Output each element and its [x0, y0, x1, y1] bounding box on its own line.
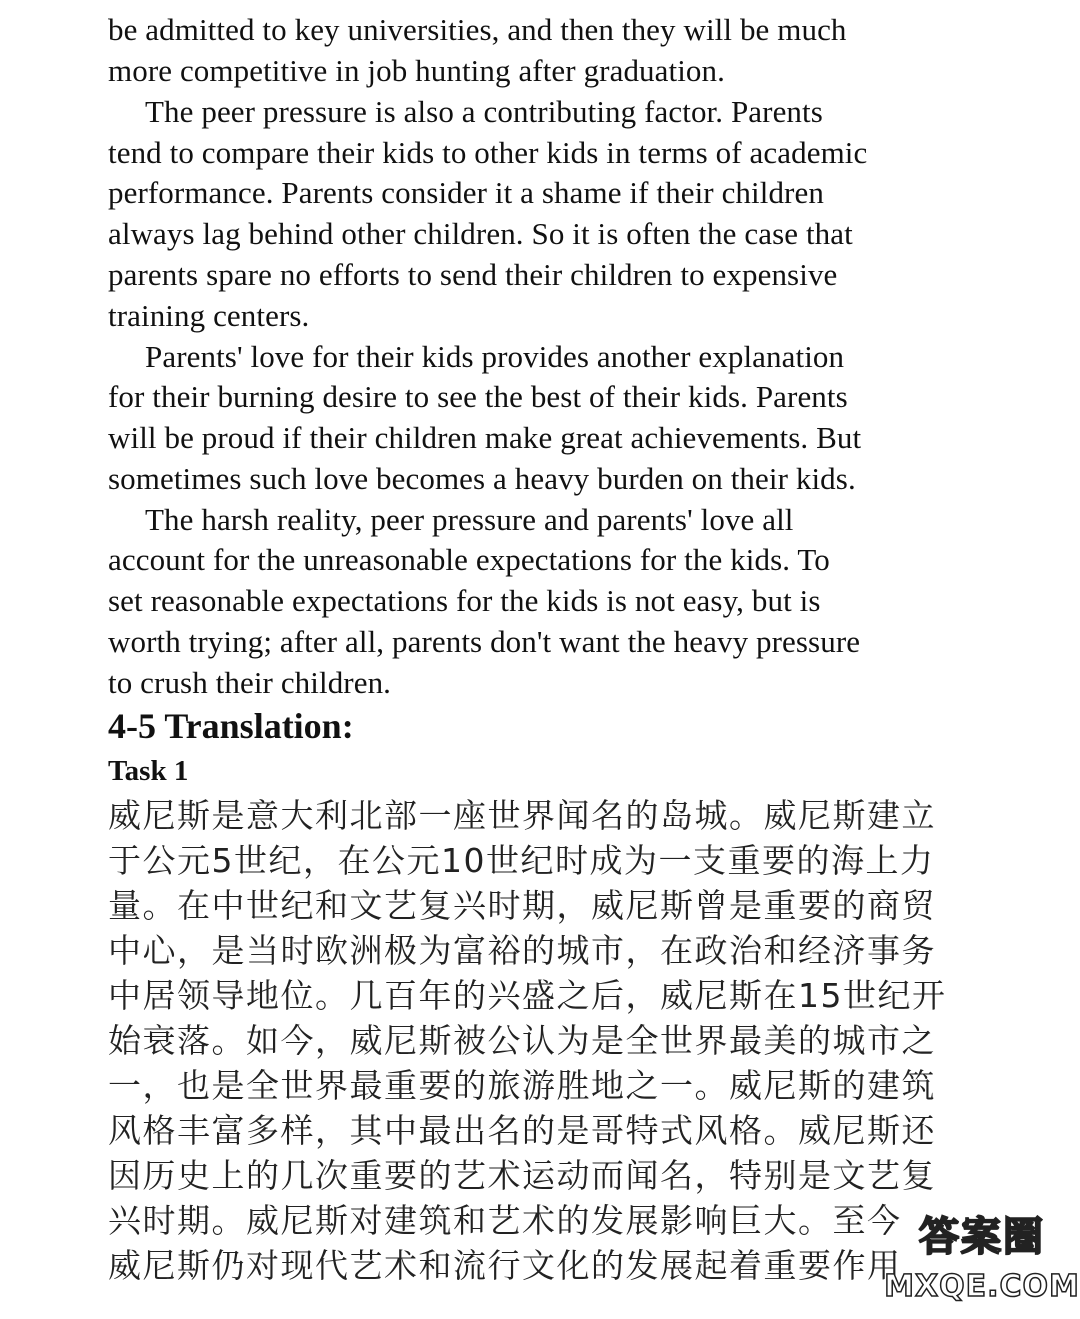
paragraph-2-line-1: The peer pressure is also a contributing factor. Parents	[145, 94, 823, 129]
chinese-line-3: 量。在中世纪和文艺复兴时期，威尼斯曾是重要的商贸	[108, 886, 936, 925]
chinese-line-11: 威尼斯仍对现代艺术和流行文化的发展起着重要作用	[108, 1246, 902, 1285]
chinese-line-10: 兴时期。威尼斯对建筑和艺术的发展影响巨大。至今	[108, 1201, 902, 1240]
paragraph-4-line-4: worth trying; after all, parents don't want the heavy pressure	[108, 624, 861, 659]
paragraph-2-line-2: tend to compare their kids to other kids in terms of academic	[108, 135, 868, 170]
paragraph-4-line-3: set reasonable expectations for the kids is not easy, but is	[108, 583, 821, 618]
task-heading: Task 1	[108, 755, 189, 787]
chinese-line-4: 中心，是当时欧洲极为富裕的城市，在政治和经济事务	[108, 931, 936, 970]
chinese-line-1: 威尼斯是意大利北部一座世界闻名的岛城。威尼斯建立	[108, 796, 936, 835]
paragraph-4-line-2: account for the unreasonable expectations for the kids. To	[108, 542, 830, 577]
watermark-url-text: MXQE.COM	[884, 1268, 1080, 1304]
paragraph-3-line-4: sometimes such love becomes a heavy burden on their kids.	[108, 461, 856, 496]
section-heading: 4-5 Translation:	[108, 706, 354, 746]
paragraph-1-line-1: be admitted to key universities, and then they will be much	[108, 12, 847, 47]
paragraph-4-line-5: to crush their children.	[108, 665, 392, 700]
paragraph-2-line-3: performance. Parents consider it a shame if their children	[108, 175, 824, 210]
chinese-line-5: 中居领导地位。几百年的兴盛之后，威尼斯在15世纪开	[108, 976, 947, 1015]
chinese-line-8: 风格丰富多样，其中最出名的是哥特式风格。威尼斯还	[108, 1111, 936, 1150]
paragraph-3-line-1: Parents' love for their kids provides another explanation	[145, 339, 845, 374]
paragraph-2-line-4: always lag behind other children. So it is often the case that	[108, 216, 853, 251]
paragraph-4-line-1: The harsh reality, peer pressure and parents' love all	[145, 502, 794, 537]
paragraph-2-line-6: training centers.	[108, 298, 310, 333]
watermark-logo	[884, 1203, 1080, 1313]
paragraph-3-line-3: will be proud if their children make great achievements. But	[108, 420, 862, 455]
watermark-top-text: 答案圈	[919, 1213, 1045, 1260]
paragraph-2-line-5: parents spare no efforts to send their children to expensive	[108, 257, 838, 292]
chinese-line-2: 于公元5世纪，在公元10世纪时成为一支重要的海上力	[108, 841, 935, 880]
paragraph-3-line-2: for their burning desire to see the best of their kids. Parents	[108, 379, 848, 414]
chinese-line-6: 始衰落。如今，威尼斯被公认为是全世界最美的城市之	[108, 1021, 936, 1060]
paragraph-1-line-2: more competitive in job hunting after graduation.	[108, 53, 725, 88]
chinese-line-7: 一，也是全世界最重要的旅游胜地之一。威尼斯的建筑	[108, 1066, 936, 1105]
chinese-line-9: 因历史上的几次重要的艺术运动而闻名，特别是文艺复	[108, 1156, 936, 1195]
